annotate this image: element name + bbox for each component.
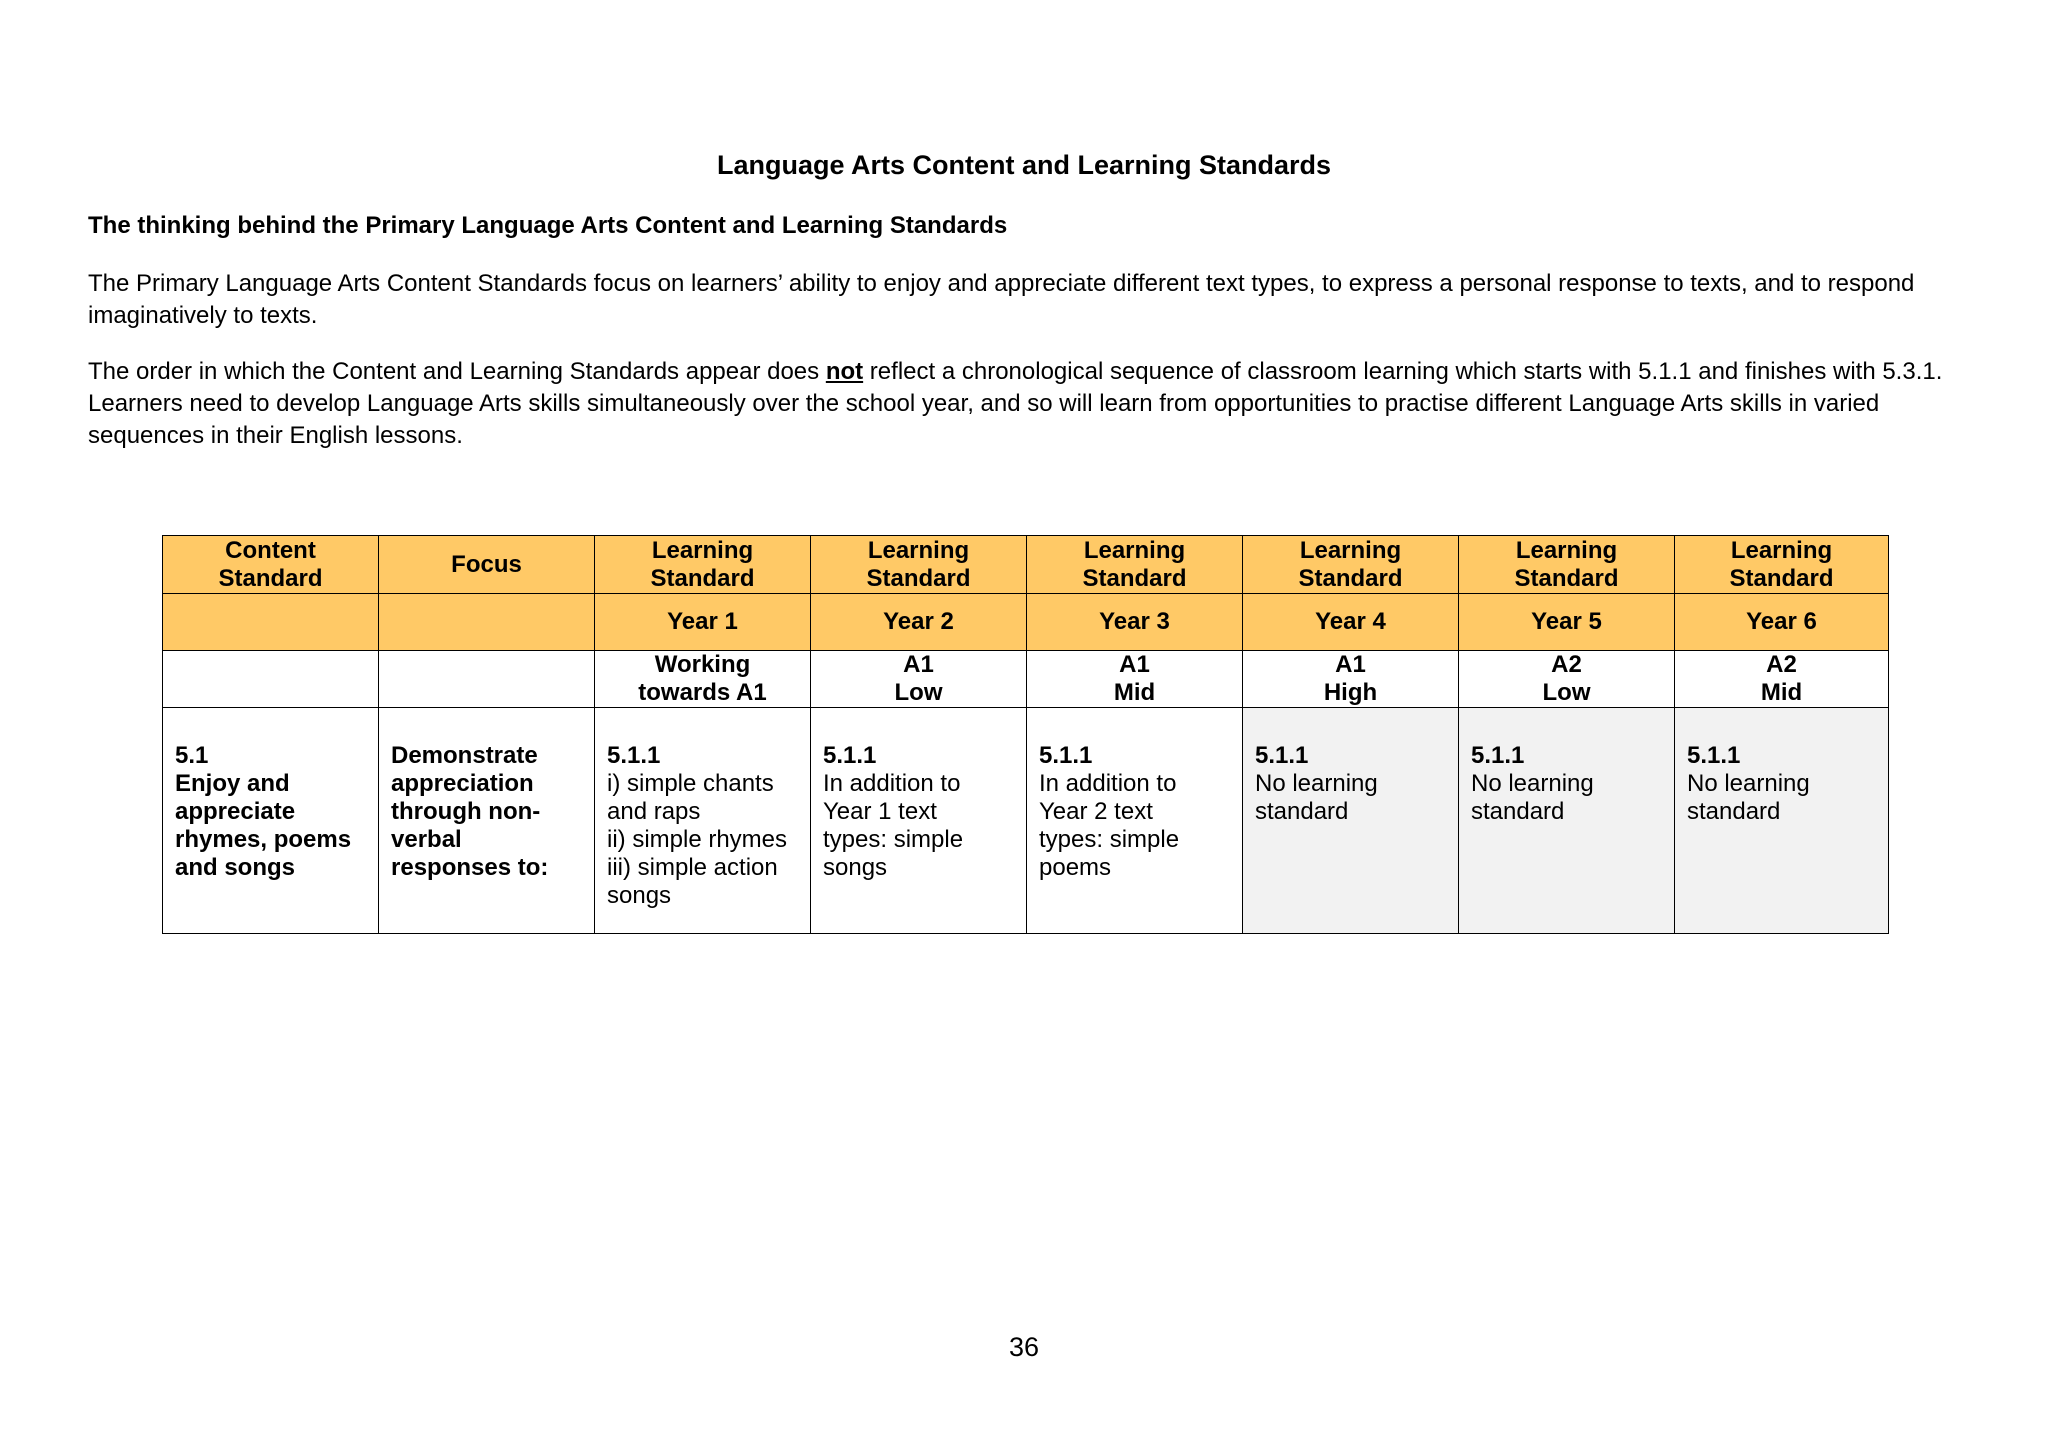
standards-table xyxy=(162,535,1889,934)
order-paragraph xyxy=(88,356,1968,452)
header-content-standard: Content Standard xyxy=(163,536,379,594)
year-1-header: Year 1 xyxy=(595,594,811,651)
focus-cell: Demonstrate appreciation through non- verbal responses to: xyxy=(379,708,595,934)
year-2-header: Year 2 xyxy=(811,594,1027,651)
year-5-header: Year 5 xyxy=(1459,594,1675,651)
header-empty-cell xyxy=(163,594,379,651)
level-year-5: A2 Low xyxy=(1459,651,1675,708)
section-heading: The thinking behind the Primary Language Arts Content and Learning Standards xyxy=(88,212,1008,239)
header-learning-standard-1: Learning Standard xyxy=(595,536,811,594)
header-row-years xyxy=(163,594,1889,651)
standard-cell-year-5: 5.1.1 No learning standard xyxy=(1459,708,1675,934)
header-learning-standard-4: Learning Standard xyxy=(1243,536,1459,594)
header-learning-standard-5: Learning Standard xyxy=(1459,536,1675,594)
standard-cell-year-4: 5.1.1 No learning standard xyxy=(1243,708,1459,934)
page-title: Language Arts Content and Learning Standards xyxy=(716,150,1332,180)
order-paragraph-end: reflect a chronological sequence of classroom learning which starts with 5.1.1 and finishes with 5.3.1. Learners need to develop Language Arts skills simultaneously over the school year, and so will learn from opportunities to practise different Language Arts skills in varied sequences in their English lessons. xyxy=(88,358,1943,449)
level-empty-cell xyxy=(163,651,379,708)
emphasis-not: not xyxy=(825,358,864,385)
order-paragraph-start: The order in which the Content and Learning Standards appear does xyxy=(88,358,826,385)
header-row-titles xyxy=(163,536,1889,594)
year-4-header: Year 4 xyxy=(1243,594,1459,651)
standard-cell-year-6: 5.1.1 No learning standard xyxy=(1675,708,1889,934)
header-learning-standard-3: Learning Standard xyxy=(1027,536,1243,594)
year-3-header: Year 3 xyxy=(1027,594,1243,651)
page-number: 36 xyxy=(1008,1332,1040,1362)
header-focus: Focus xyxy=(379,536,595,594)
level-year-2: A1 Low xyxy=(811,651,1027,708)
year-6-header: Year 6 xyxy=(1675,594,1889,651)
level-year-1: Working towards A1 xyxy=(595,651,811,708)
level-year-3: A1 Mid xyxy=(1027,651,1243,708)
header-learning-standard-6: Learning Standard xyxy=(1675,536,1889,594)
intro-paragraph: The Primary Language Arts Content Standards focus on learners’ ability to enjoy and appreciate different text types, to express a personal response to texts, and to respond imaginatively to texts. xyxy=(88,270,1915,329)
level-row xyxy=(163,651,1889,708)
level-year-6: A2 Mid xyxy=(1675,651,1889,708)
content-standard-cell: 5.1 Enjoy and appreciate rhymes, poems and songs xyxy=(163,708,379,934)
header-learning-standard-2: Learning Standard xyxy=(811,536,1027,594)
standard-cell-year-1: 5.1.1 i) simple chants and raps ii) simple rhymes iii) simple action songs xyxy=(595,708,811,934)
level-empty-cell xyxy=(379,651,595,708)
standard-cell-year-3: 5.1.1 In addition to Year 2 text types: simple poems xyxy=(1027,708,1243,934)
level-year-4: A1 High xyxy=(1243,651,1459,708)
header-empty-cell xyxy=(379,594,595,651)
table-row xyxy=(163,708,1889,934)
standard-cell-year-2: 5.1.1 In addition to Year 1 text types: simple songs xyxy=(811,708,1027,934)
